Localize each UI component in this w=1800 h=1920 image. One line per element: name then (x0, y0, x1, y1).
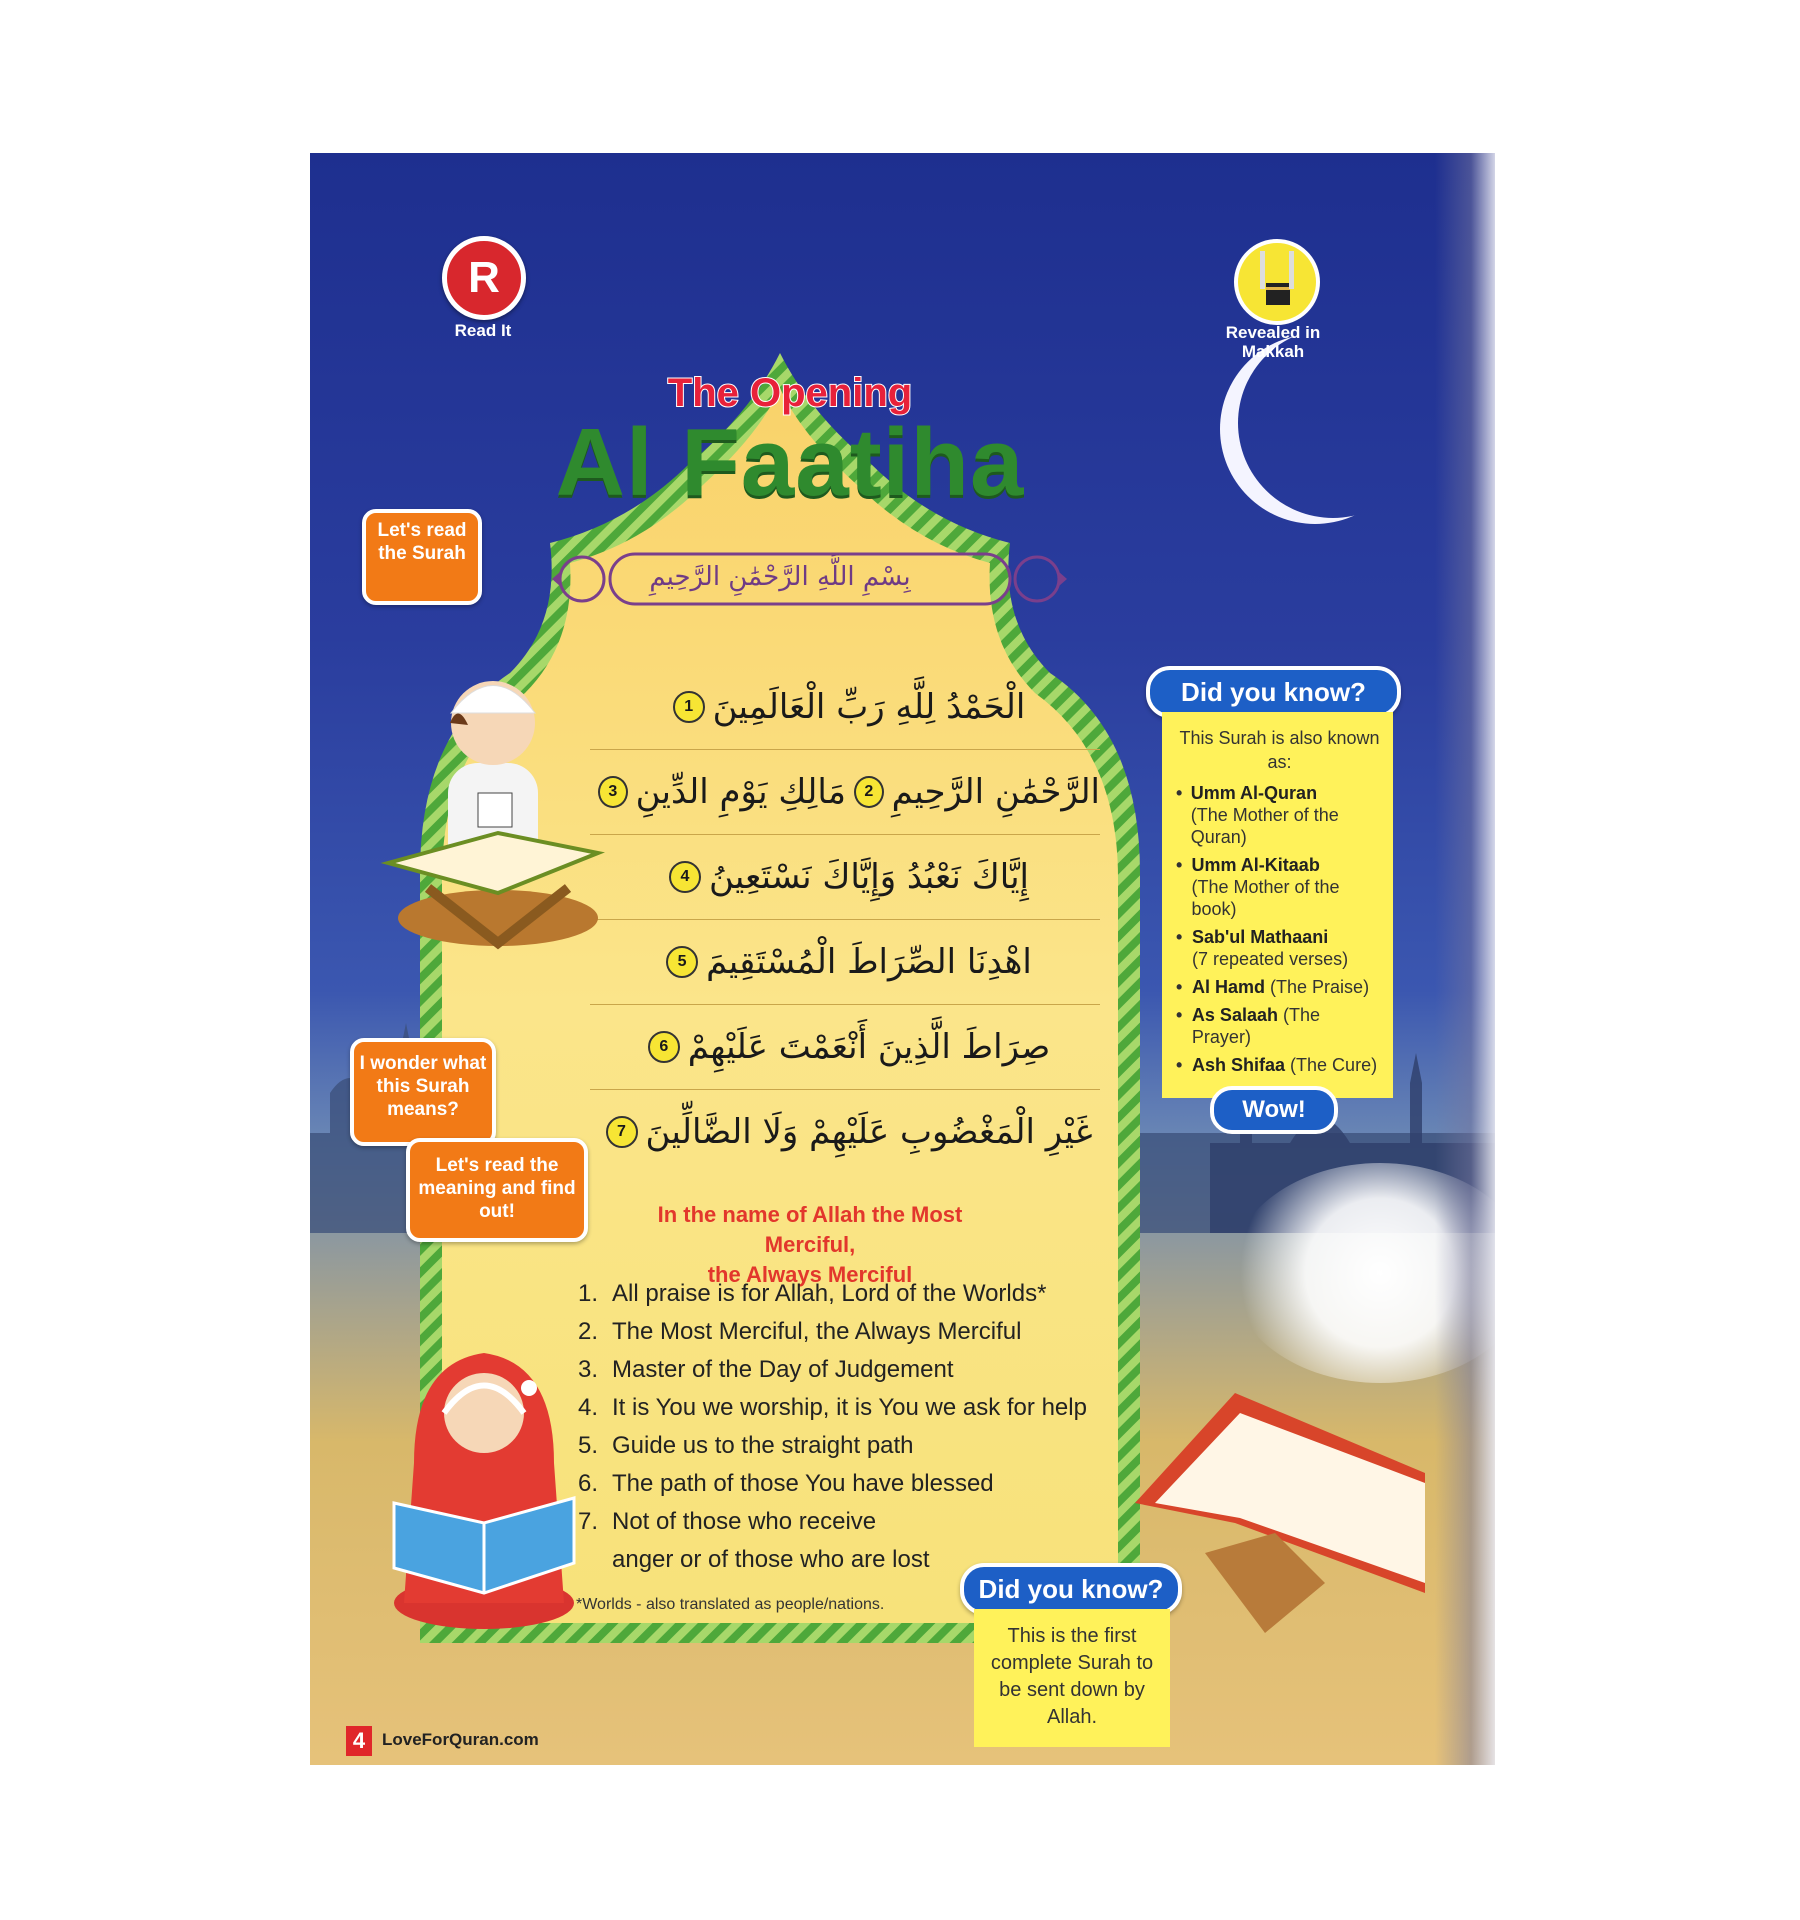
alias-meaning: (The Mother of the Quran) (1190, 805, 1339, 847)
alias-meaning: (The Prayer) (1191, 1005, 1320, 1047)
ayah-text: غَيْرِ الْمَغْضُوبِ عَلَيْهِمْ وَلَا الضَّالِّينَ (645, 1112, 1093, 1152)
site-url: LoveForQuran.com (382, 1730, 539, 1749)
read-it-icon: R (442, 236, 526, 320)
ayah-list (590, 665, 1100, 1174)
alias-item (1176, 1054, 1383, 1076)
did-you-know-title: Did you know? (1146, 666, 1401, 718)
alias-name: Umm Al-Quran (1190, 783, 1318, 803)
footnote: *Worlds - also translated as people/nations. (576, 1596, 885, 1613)
alias-item (1176, 782, 1383, 848)
did-you-know-note (1162, 712, 1393, 1098)
alias-meaning: (7 repeated verses) (1192, 949, 1349, 969)
book-page (310, 153, 1495, 1765)
alias-item (1176, 926, 1383, 970)
alias-name: Ash Shifaa (1192, 1055, 1286, 1075)
read-it-label: Read It (454, 321, 512, 340)
translation-text: The path of those You have blessed (612, 1470, 994, 1497)
girl-reading-illustration (374, 1303, 594, 1633)
translation-number: 6. (578, 1470, 599, 1497)
alias-item (1176, 1004, 1383, 1048)
translation-item (578, 1351, 1098, 1389)
did-you-know-aliases (1146, 666, 1401, 1098)
kaaba-icon (1234, 239, 1320, 325)
ayah-number: 6 (648, 1031, 680, 1063)
ayah-number: 3 (598, 776, 628, 808)
alias-name: As Salaah (1191, 1005, 1278, 1025)
translation-number: 4. (578, 1394, 599, 1421)
alias-item (1176, 976, 1383, 998)
ayah-row (590, 1090, 1100, 1174)
ayah-row (590, 1005, 1100, 1090)
bullet-icon: • (1176, 1005, 1183, 1025)
speech-bubble-lets-read: Let's read the Surah (362, 509, 482, 605)
alias-name: Sab'ul Mathaani (1192, 927, 1329, 947)
surah-title: Al Faatiha (555, 409, 1025, 516)
meaning-heading-line: In the name of Allah the Most Merciful, (657, 1202, 963, 1257)
speech-bubble-wonder: I wonder what this Surah means? (350, 1038, 496, 1146)
ayah-row (590, 920, 1100, 1005)
bullet-icon: • (1176, 977, 1183, 997)
wow-badge: Wow! (1210, 1086, 1338, 1134)
boy-reading-illustration (368, 643, 608, 953)
translation-number: 5. (578, 1432, 599, 1459)
bullet-icon: • (1176, 855, 1183, 875)
surah-subtitle: The Opening (667, 371, 913, 415)
did-you-know-title: Did you know? (960, 1563, 1182, 1615)
book-spine-shadow (1435, 153, 1495, 1765)
translation-number: 1. (578, 1280, 599, 1307)
ayah-text: مَالِكِ يَوْمِ الدِّينِ (635, 772, 846, 812)
translation-number: 3. (578, 1356, 599, 1383)
ayah-text: صِرَاطَ الَّذِينَ أَنْعَمْتَ عَلَيْهِمْ (687, 1027, 1051, 1067)
revealed-label: Revealed in Makkah (1225, 323, 1321, 361)
translation-number: 7. (578, 1508, 599, 1535)
translation-item (578, 1465, 1098, 1503)
ayah-number: 5 (666, 946, 698, 978)
ayah-row (590, 665, 1100, 750)
did-you-know-intro: This Surah is also known as: (1179, 728, 1380, 772)
ayah-text: الْحَمْدُ لِلَّهِ رَبِّ الْعَالَمِينَ (712, 687, 1026, 727)
alias-name: Umm Al-Kitaab (1191, 855, 1320, 875)
alias-item (1176, 854, 1383, 920)
bullet-icon: • (1176, 783, 1183, 803)
ayah-text: إِيَّاكَ نَعْبُدُ وَإِيَّاكَ نَسْتَعِينُ (709, 857, 1029, 897)
translation-item (578, 1313, 1098, 1351)
translation-text: Guide us to the straight path (612, 1432, 914, 1459)
translation-text: The Most Merciful, the Always Merciful (612, 1318, 1022, 1345)
ayah-number: 7 (606, 1116, 638, 1148)
alias-meaning: (The Mother of the book) (1191, 877, 1340, 919)
meaning-heading-line: the Always Merciful (707, 1262, 913, 1287)
speech-bubble-find-out: Let's read the meaning and find out! (406, 1138, 588, 1242)
translation-text: Master of the Day of Judgement (612, 1356, 954, 1383)
alias-meaning: (The Cure) (1290, 1055, 1378, 1075)
ayah-row (590, 750, 1100, 835)
translation-text: Not of those who receive anger or of those who are lost (612, 1508, 930, 1573)
page-number: 4 (346, 1726, 372, 1756)
ayah-number: 2 (854, 776, 884, 808)
did-you-know-note: This is the first complete Surah to be sent down by Allah. (974, 1609, 1170, 1747)
ayah-text: الرَّحْمَٰنِ الرَّحِيمِ (891, 772, 1100, 812)
bismillah-text: بِسْمِ اللَّهِ الرَّحْمَٰنِ الرَّحِيمِ (649, 562, 911, 592)
translation-text: All praise is for Allah, Lord of the Worlds* (612, 1280, 1047, 1307)
translation-item (578, 1427, 1098, 1465)
alias-meaning: (The Praise) (1270, 977, 1370, 997)
bullet-icon: • (1176, 927, 1183, 947)
alias-name: Al Hamd (1192, 977, 1266, 997)
translation-number: 2. (578, 1318, 599, 1345)
ayah-number: 4 (669, 861, 701, 893)
ayah-text: اهْدِنَا الصِّرَاطَ الْمُسْتَقِيمَ (706, 942, 1032, 982)
did-you-know-first-surah (960, 1563, 1182, 1747)
ayah-number: 1 (673, 691, 705, 723)
translation-list (578, 1275, 1098, 1579)
ayah-row (590, 835, 1100, 920)
translation-item (578, 1389, 1098, 1427)
translation-item (578, 1275, 1098, 1313)
translation-text: It is You we worship, it is You we ask for help (612, 1394, 1087, 1421)
bullet-icon: • (1176, 1055, 1183, 1075)
